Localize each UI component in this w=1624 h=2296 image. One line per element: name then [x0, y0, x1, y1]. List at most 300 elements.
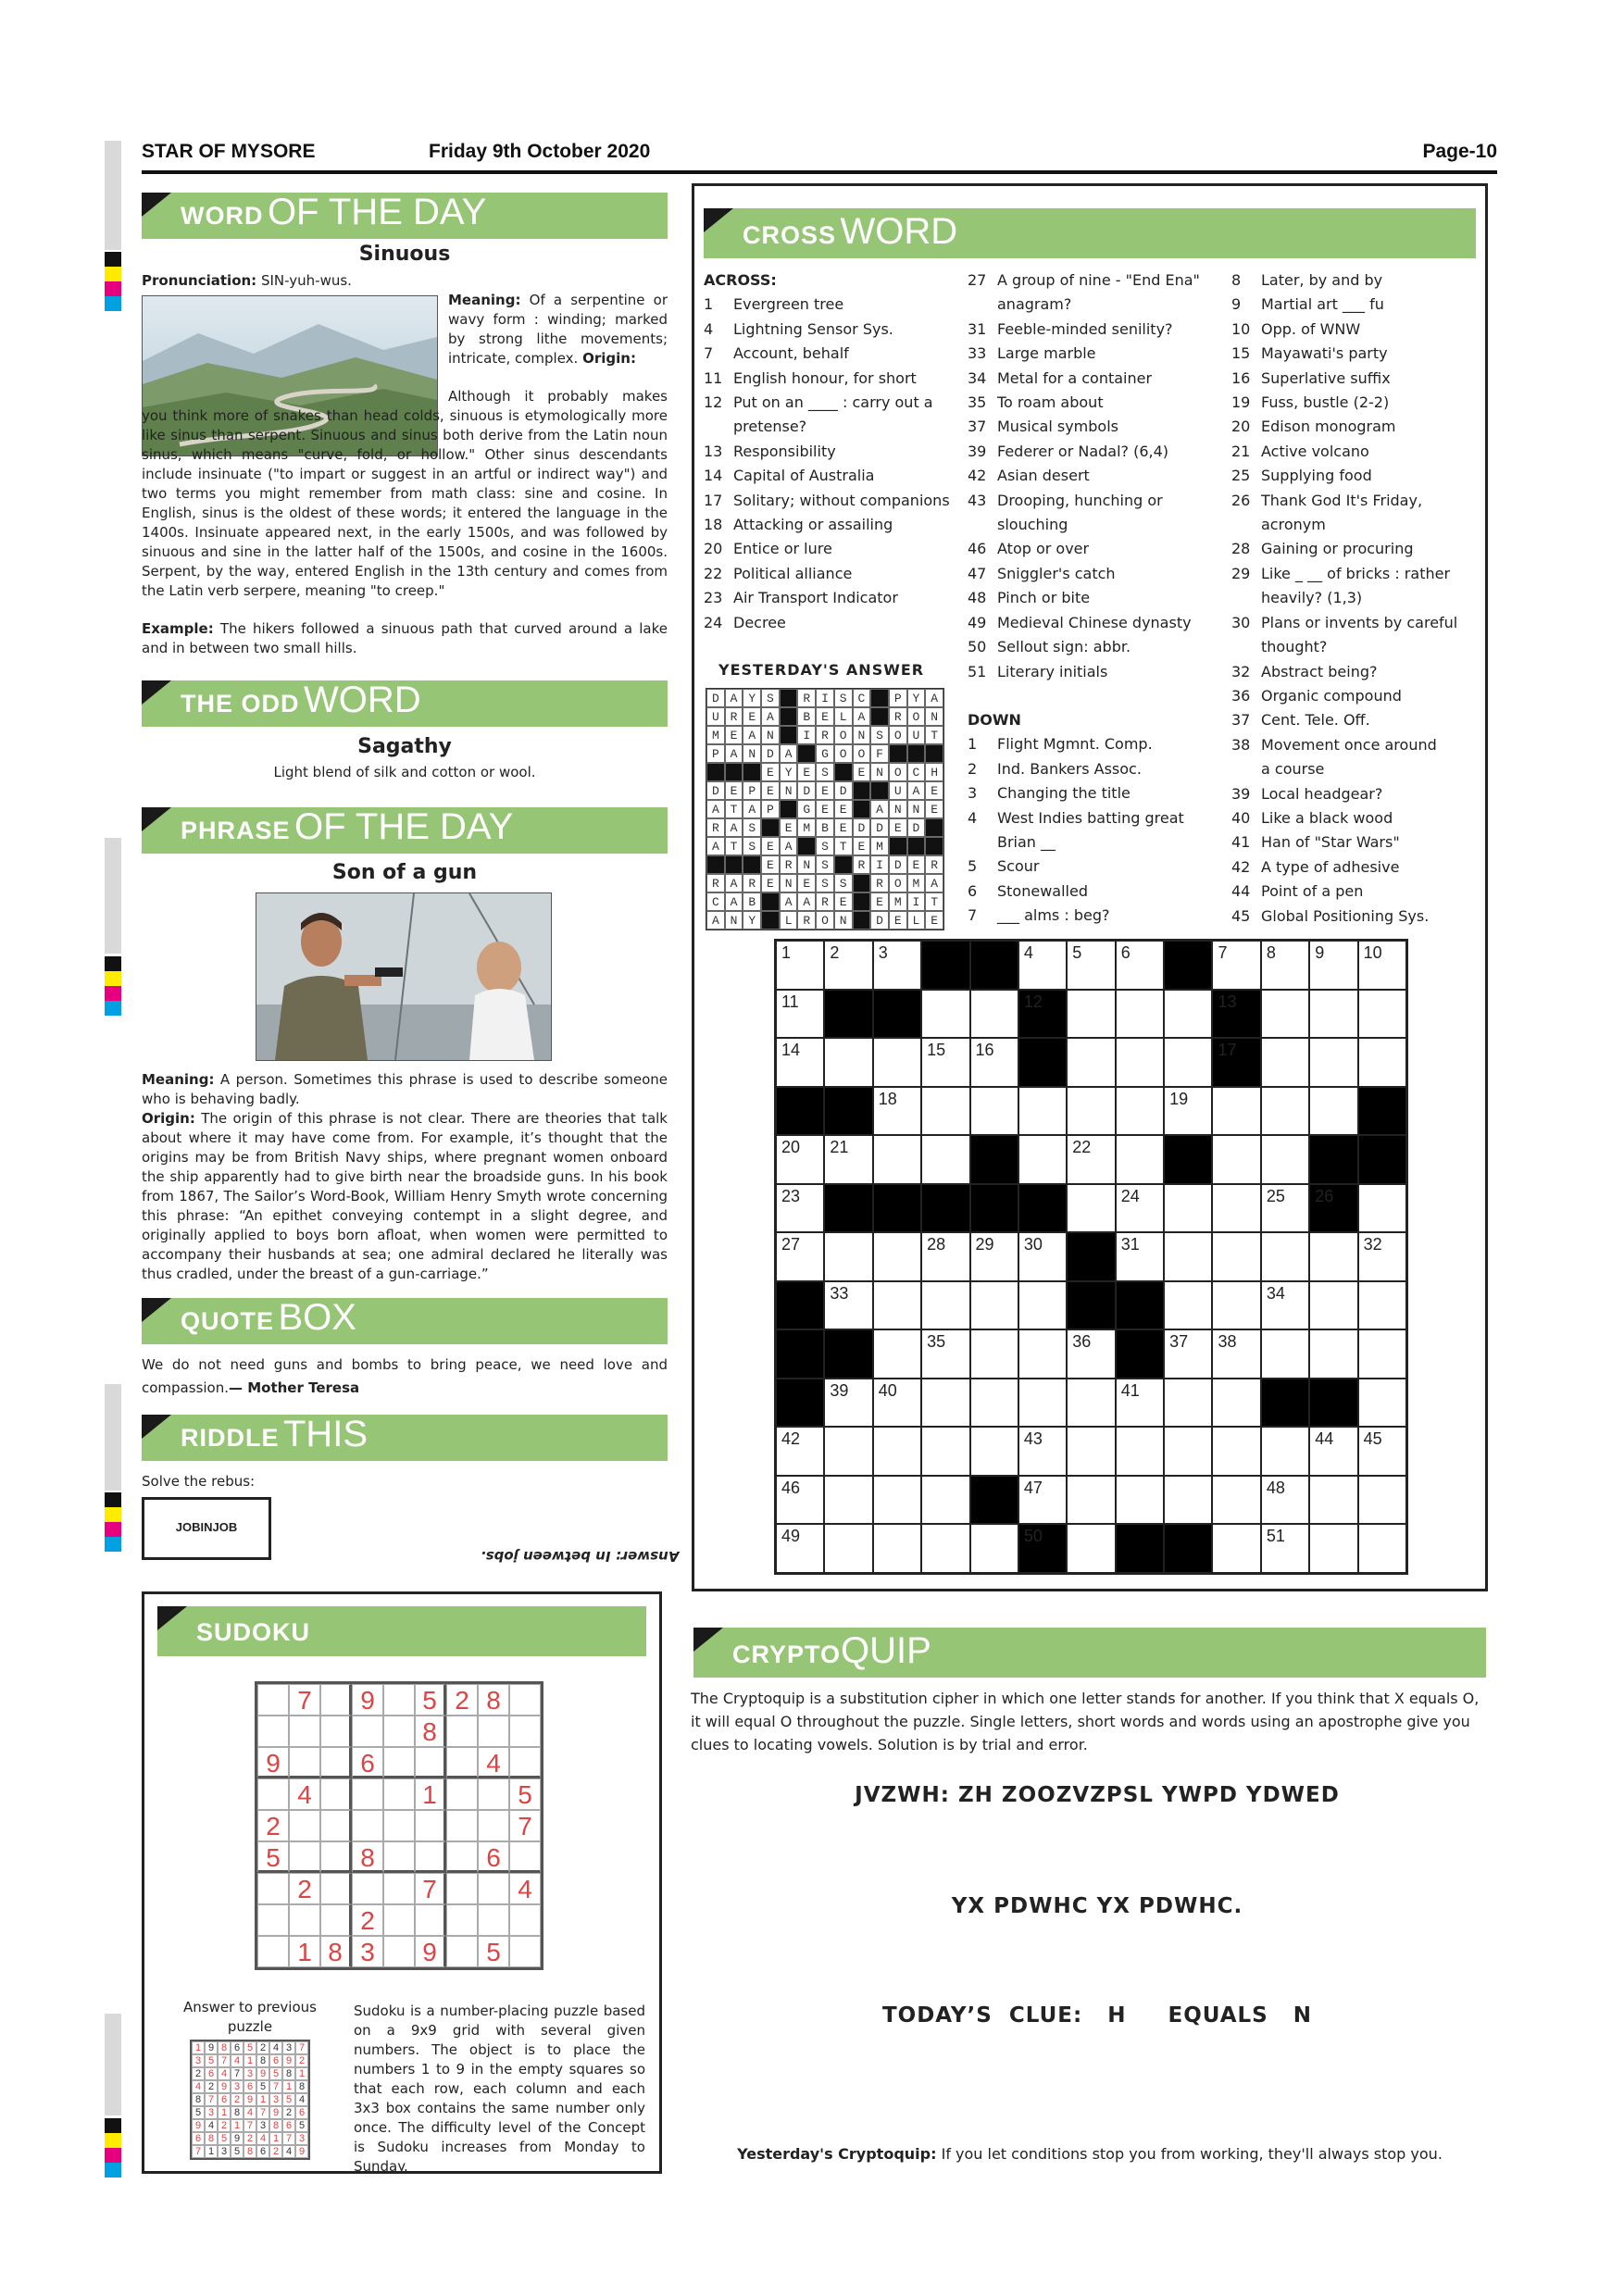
sudoku-cell[interactable]: 4	[478, 1747, 509, 1778]
crossword-cell[interactable]	[970, 1427, 1018, 1476]
crossword-cell[interactable]	[1018, 1476, 1067, 1525]
sudoku-cell[interactable]	[383, 1936, 415, 1967]
clue-row	[968, 904, 1236, 928]
answer-cell: D	[706, 781, 725, 800]
crossword-cell[interactable]	[1212, 1379, 1260, 1428]
sudoku-cell[interactable]	[257, 1778, 289, 1810]
crossword-cell[interactable]	[1067, 1135, 1115, 1184]
crossword-cell[interactable]	[1309, 990, 1357, 1039]
sudoku-cell[interactable]	[257, 1684, 289, 1716]
crossword-cell[interactable]	[970, 1524, 1018, 1573]
sudoku-cell[interactable]	[446, 1716, 478, 1747]
sudoku-cell[interactable]	[320, 1841, 352, 1873]
answer-cell: R	[797, 689, 816, 707]
cell-number: 22	[1072, 1138, 1092, 1157]
crossword-cell[interactable]	[776, 1476, 824, 1525]
crossword-black-cell	[1018, 1184, 1067, 1233]
sudoku-cell[interactable]: 5	[257, 1841, 289, 1873]
clue-number: 37	[968, 418, 987, 436]
crossword-cell[interactable]	[970, 1329, 1018, 1379]
crossword-grid[interactable]	[774, 939, 1408, 1575]
answer-cell: D	[889, 855, 907, 874]
sudoku-cell[interactable]	[509, 1904, 541, 1936]
sudoku-cell[interactable]	[383, 1810, 415, 1841]
clue-number: 30	[1231, 613, 1251, 631]
sudoku-cell[interactable]	[509, 1747, 541, 1778]
answer-cell	[925, 744, 943, 763]
previous-sudoku-cell: 2	[282, 2106, 295, 2119]
crossword-cell[interactable]	[776, 941, 824, 990]
crossword-cell[interactable]	[970, 1232, 1018, 1281]
crossword-cell[interactable]	[1212, 941, 1260, 990]
crossword-cell[interactable]	[1261, 1038, 1309, 1087]
crossword-cell[interactable]	[921, 1476, 969, 1525]
sudoku-cell[interactable]	[446, 1936, 478, 1967]
clue-row	[704, 489, 954, 513]
crossword-cell[interactable]	[921, 1524, 969, 1573]
crossword-cell[interactable]	[1358, 1379, 1406, 1428]
clue-number	[1231, 513, 1261, 537]
cell-number: 19	[1169, 1089, 1189, 1108]
crossword-cell[interactable]	[921, 1135, 969, 1184]
crossword-cell[interactable]	[824, 1232, 872, 1281]
crossword-cell[interactable]	[824, 1427, 872, 1476]
crossword-cell[interactable]	[1018, 1135, 1067, 1184]
clue-number: 35	[968, 393, 987, 412]
crossword-cell[interactable]	[1261, 1476, 1309, 1525]
crossword-cell[interactable]	[921, 1232, 969, 1281]
sudoku-cell[interactable]: 2	[352, 1904, 383, 1936]
clue-row	[968, 830, 1236, 855]
crossword-cell[interactable]	[1358, 1281, 1406, 1330]
crossword-cell[interactable]	[1212, 1281, 1260, 1330]
crossword-cell[interactable]	[1309, 1476, 1357, 1525]
clue-row	[1231, 464, 1491, 488]
crossword-cell[interactable]	[873, 1476, 921, 1525]
clue-number: 26	[1231, 491, 1251, 509]
sudoku-cell[interactable]	[415, 1810, 446, 1841]
crossword-cell[interactable]	[1212, 1087, 1260, 1136]
sudoku-cell[interactable]	[320, 1904, 352, 1936]
clue-number: 38	[1231, 735, 1251, 754]
sudoku-cell[interactable]	[383, 1873, 415, 1904]
clue-text: Account, behalf	[733, 344, 849, 363]
sudoku-cell[interactable]: 2	[446, 1684, 478, 1716]
crossword-cell[interactable]	[1309, 1232, 1357, 1281]
sudoku-cell[interactable]	[383, 1716, 415, 1747]
crossword-cell[interactable]	[1309, 1038, 1357, 1087]
answer-cell	[706, 855, 725, 874]
clue-text: Movement once around	[1261, 735, 1437, 754]
sudoku-cell[interactable]	[509, 1841, 541, 1873]
answer-cell: D	[797, 781, 816, 800]
sudoku-cell[interactable]	[509, 1716, 541, 1747]
crossword-cell[interactable]	[1358, 1184, 1406, 1233]
crossword-cell[interactable]	[1018, 1329, 1067, 1379]
sudoku-cell[interactable]: 6	[478, 1841, 509, 1873]
crossword-cell[interactable]	[1018, 1281, 1067, 1330]
crossword-cell[interactable]	[1164, 1281, 1212, 1330]
sudoku-cell[interactable]: 9	[257, 1747, 289, 1778]
crossword-cell[interactable]	[921, 1087, 969, 1136]
answer-cell	[907, 744, 926, 763]
sudoku-cell[interactable]	[320, 1873, 352, 1904]
crossword-cell[interactable]	[1116, 1427, 1164, 1476]
crossword-cell[interactable]	[1067, 1038, 1115, 1087]
crossword-cell[interactable]	[1309, 1329, 1357, 1379]
sudoku-cell[interactable]	[320, 1810, 352, 1841]
crossword-cell[interactable]	[970, 1087, 1018, 1136]
clue-text: To roam about	[997, 393, 1104, 412]
crossword-cell[interactable]	[1261, 990, 1309, 1039]
crossword-cell[interactable]	[1212, 1232, 1260, 1281]
crossword-cell[interactable]	[824, 1135, 872, 1184]
crossword-cell[interactable]	[1358, 1329, 1406, 1379]
crossword-cell[interactable]	[776, 1135, 824, 1184]
crossword-cell[interactable]	[1018, 1427, 1067, 1476]
word-of-day-word: Sinuous	[358, 243, 451, 266]
crossword-cell[interactable]	[873, 1281, 921, 1330]
sudoku-cell[interactable]	[415, 1841, 446, 1873]
crossword-cell[interactable]	[1067, 1427, 1115, 1476]
crossword-cell[interactable]	[921, 990, 969, 1039]
crossword-cell[interactable]	[1309, 941, 1357, 990]
crossword-cell[interactable]	[1261, 1232, 1309, 1281]
sudoku-cell[interactable]	[446, 1904, 478, 1936]
crossword-cell[interactable]	[776, 1524, 824, 1573]
crossword-cell[interactable]	[1309, 1281, 1357, 1330]
crossword-cell[interactable]	[1116, 1184, 1164, 1233]
sudoku-cell[interactable]: 3	[352, 1936, 383, 1967]
crossword-cell[interactable]	[873, 941, 921, 990]
crossword-cell[interactable]	[1116, 1135, 1164, 1184]
answer-cell: R	[743, 874, 761, 892]
sudoku-cell[interactable]: 8	[320, 1936, 352, 1967]
previous-sudoku-cell: 7	[192, 2145, 205, 2158]
crossword-cell[interactable]	[1116, 1038, 1164, 1087]
answer-cell	[907, 837, 926, 855]
sudoku-cell[interactable]: 8	[415, 1716, 446, 1747]
previous-sudoku-cell: 4	[269, 2041, 282, 2054]
sudoku-cell[interactable]	[446, 1841, 478, 1873]
riddle-banner	[142, 1415, 668, 1461]
sudoku-cell[interactable]	[257, 1904, 289, 1936]
crossword-cell[interactable]	[1018, 941, 1067, 990]
crossword-cell[interactable]	[873, 1135, 921, 1184]
crossword-cell[interactable]	[1261, 1087, 1309, 1136]
crossword-cell[interactable]	[1164, 1184, 1212, 1233]
crossword-cell[interactable]	[1116, 990, 1164, 1039]
clue-row	[1231, 586, 1491, 610]
answer-cell: O	[907, 707, 926, 726]
crossword-cell[interactable]	[1212, 1427, 1260, 1476]
phrase-text: Son of a gun	[331, 861, 478, 884]
crossword-cell[interactable]	[1358, 990, 1406, 1039]
crossword-cell[interactable]	[1067, 1184, 1115, 1233]
crossword-cell[interactable]	[1309, 1087, 1357, 1136]
crossword-cell[interactable]	[970, 990, 1018, 1039]
crossword-black-cell	[970, 1135, 1018, 1184]
crossword-cell[interactable]	[873, 1329, 921, 1379]
crossword-cell[interactable]	[970, 1379, 1018, 1428]
crossword-cell[interactable]	[1067, 1379, 1115, 1428]
crossword-black-cell	[921, 1184, 969, 1233]
previous-sudoku-cell: 3	[269, 2093, 282, 2106]
answer-cell: A	[725, 689, 743, 707]
crossword-cell[interactable]	[1116, 1476, 1164, 1525]
clue-number	[704, 415, 733, 439]
crossword-cell[interactable]	[1164, 1427, 1212, 1476]
crossword-cell[interactable]	[824, 1379, 872, 1428]
crossword-cell[interactable]	[1261, 1184, 1309, 1233]
previous-sudoku-cell: 1	[256, 2093, 269, 2106]
crossword-cell[interactable]	[776, 990, 824, 1039]
sudoku-cell[interactable]: 7	[509, 1810, 541, 1841]
crossword-cell[interactable]	[1358, 1476, 1406, 1525]
crossword-cell[interactable]	[1164, 1038, 1212, 1087]
crossword-cell[interactable]	[1212, 1524, 1260, 1573]
crossword-cell[interactable]	[1358, 941, 1406, 990]
crossword-cell[interactable]	[1067, 1524, 1115, 1573]
crossword-cell[interactable]	[1212, 1184, 1260, 1233]
movie-still-photo	[256, 892, 552, 1061]
sudoku-cell[interactable]	[289, 1810, 320, 1841]
sudoku-cell[interactable]	[352, 1716, 383, 1747]
sudoku-cell[interactable]: 6	[352, 1747, 383, 1778]
clue-number: 6	[968, 881, 978, 900]
sudoku-cell[interactable]: 9	[415, 1936, 446, 1967]
sudoku-cell[interactable]	[352, 1778, 383, 1810]
sudoku-cell[interactable]	[478, 1873, 509, 1904]
answer-cell: T	[925, 892, 943, 911]
crossword-cell[interactable]	[921, 1427, 969, 1476]
crossword-cell[interactable]	[1261, 941, 1309, 990]
crossword-cell[interactable]	[873, 1524, 921, 1573]
sudoku-cell[interactable]	[383, 1747, 415, 1778]
crossword-cell[interactable]	[1358, 1232, 1406, 1281]
answer-cell: A	[743, 800, 761, 818]
crossword-cell[interactable]	[873, 1427, 921, 1476]
answer-cell: Y	[907, 689, 926, 707]
sudoku-cell[interactable]	[257, 1716, 289, 1747]
answer-cell: R	[816, 726, 834, 744]
sudoku-cell[interactable]	[509, 1684, 541, 1716]
sudoku-cell[interactable]: 5	[478, 1936, 509, 1967]
crossword-cell[interactable]	[873, 1379, 921, 1428]
crossword-cell[interactable]	[970, 1281, 1018, 1330]
crossword-cell[interactable]	[873, 1038, 921, 1087]
sudoku-cell[interactable]: 7	[289, 1684, 320, 1716]
sudoku-cell[interactable]: 8	[352, 1841, 383, 1873]
crossword-black-cell	[824, 990, 872, 1039]
sudoku-cell[interactable]	[320, 1778, 352, 1810]
sudoku-cell[interactable]: 1	[289, 1936, 320, 1967]
crossword-cell[interactable]	[1067, 1087, 1115, 1136]
crossword-cell[interactable]	[970, 1038, 1018, 1087]
crossword-cell[interactable]	[1164, 990, 1212, 1039]
crossword-cell[interactable]	[824, 1038, 872, 1087]
clue-number: 44	[1231, 882, 1251, 901]
sudoku-cell[interactable]	[478, 1810, 509, 1841]
sudoku-cell[interactable]	[383, 1904, 415, 1936]
crossword-cell[interactable]	[1261, 1329, 1309, 1379]
crossword-cell[interactable]	[921, 1038, 969, 1087]
answer-cell: R	[706, 818, 725, 837]
clue-text: Put on an ____ : carry out a	[733, 393, 933, 412]
crossword-cell[interactable]	[921, 1281, 969, 1330]
answer-cell	[834, 763, 853, 781]
crossword-cell[interactable]	[873, 1087, 921, 1136]
clue-row	[1231, 268, 1491, 293]
sudoku-cell[interactable]	[320, 1684, 352, 1716]
previous-sudoku-cell: 1	[269, 2132, 282, 2145]
answer-cell: P	[761, 800, 780, 818]
crossword-cell[interactable]	[921, 1379, 969, 1428]
cell-number: 45	[1363, 1429, 1382, 1449]
sudoku-cell[interactable]	[415, 1747, 446, 1778]
clue-row	[968, 391, 1236, 415]
sudoku-cell[interactable]	[383, 1684, 415, 1716]
crossword-cell[interactable]	[824, 1281, 872, 1330]
crossword-cell[interactable]	[1164, 1379, 1212, 1428]
clue-number: 3	[968, 784, 978, 803]
answer-cell	[870, 689, 889, 707]
sudoku-cell[interactable]	[446, 1873, 478, 1904]
sudoku-cell[interactable]	[446, 1810, 478, 1841]
crossword-cell[interactable]	[1164, 1476, 1212, 1525]
crossword-cell[interactable]	[776, 1427, 824, 1476]
sudoku-cell[interactable]: 4	[509, 1873, 541, 1904]
sudoku-cell[interactable]	[509, 1936, 541, 1967]
cell-number: 49	[781, 1527, 801, 1546]
crossword-cell[interactable]	[921, 1329, 969, 1379]
crossword-cell[interactable]	[1212, 1329, 1260, 1379]
cell-number: 28	[927, 1235, 946, 1254]
clue-text: thought?	[1261, 638, 1328, 656]
sudoku-cell[interactable]	[257, 1936, 289, 1967]
crossword-cell[interactable]	[1018, 1379, 1067, 1428]
sudoku-cell[interactable]: 8	[478, 1684, 509, 1716]
sudoku-cell[interactable]	[383, 1778, 415, 1810]
crossword-cell[interactable]	[1358, 1427, 1406, 1476]
sudoku-cell[interactable]	[289, 1841, 320, 1873]
sudoku-cell[interactable]: 7	[415, 1873, 446, 1904]
crossword-cell[interactable]	[1358, 1038, 1406, 1087]
crossword-cell[interactable]	[1116, 1087, 1164, 1136]
crossword-cell[interactable]	[1261, 1281, 1309, 1330]
crossword-cell[interactable]	[1164, 1087, 1212, 1136]
clue-row	[1231, 415, 1491, 439]
crossword-cell[interactable]	[873, 1232, 921, 1281]
sudoku-cell[interactable]: 2	[289, 1873, 320, 1904]
crossword-cell[interactable]	[1164, 1232, 1212, 1281]
banner-bold: SUDOKU	[196, 1618, 311, 1646]
word-of-day-banner	[142, 193, 668, 239]
yesterdays-answer-grid	[706, 688, 944, 930]
sudoku-cell[interactable]	[257, 1873, 289, 1904]
odd-word-banner	[142, 680, 668, 727]
crossword-cell[interactable]	[1067, 1476, 1115, 1525]
cell-number: 4	[1023, 943, 1033, 962]
clue-number: 42	[968, 467, 987, 485]
crossword-cell[interactable]	[1212, 1135, 1260, 1184]
previous-sudoku-cell: 9	[205, 2041, 218, 2054]
crossword-cell[interactable]	[1309, 1427, 1357, 1476]
clue-row	[704, 586, 954, 610]
crossword-cell[interactable]	[1261, 1135, 1309, 1184]
crossword-cell[interactable]	[1358, 1524, 1406, 1573]
crossword-cell[interactable]	[1164, 1329, 1212, 1379]
sudoku-cell[interactable]	[415, 1904, 446, 1936]
sudoku-cell[interactable]	[352, 1873, 383, 1904]
crossword-cell[interactable]	[1116, 1232, 1164, 1281]
clue-number: 37	[1231, 711, 1251, 730]
crossword-black-cell	[1164, 941, 1212, 990]
crossword-cell[interactable]	[824, 1524, 872, 1573]
answer-cell: D	[853, 818, 871, 837]
sudoku-cell[interactable]	[383, 1841, 415, 1873]
crossword-cell[interactable]	[824, 941, 872, 990]
clue-text: Literary initials	[997, 662, 1108, 680]
sudoku-cell[interactable]	[478, 1904, 509, 1936]
sudoku-cell[interactable]	[289, 1747, 320, 1778]
clue-row	[968, 757, 1236, 781]
banner-bold: WORD	[181, 202, 264, 230]
clue-row	[704, 611, 954, 635]
answer-cell: E	[725, 781, 743, 800]
sudoku-cell[interactable]	[352, 1810, 383, 1841]
crossword-cell[interactable]	[776, 1232, 824, 1281]
crossword-cell[interactable]	[1067, 990, 1115, 1039]
sudoku-cell[interactable]: 5	[509, 1778, 541, 1810]
sudoku-grid[interactable]	[255, 1681, 543, 1970]
sudoku-cell[interactable]	[320, 1747, 352, 1778]
previous-sudoku-cell: 2	[192, 2067, 205, 2080]
crossword-cell[interactable]	[1261, 1524, 1309, 1573]
sudoku-cell[interactable]	[478, 1778, 509, 1810]
clue-number	[1231, 586, 1261, 610]
sudoku-cell[interactable]: 2	[257, 1810, 289, 1841]
sudoku-cell[interactable]	[320, 1716, 352, 1747]
sudoku-cell[interactable]: 1	[415, 1778, 446, 1810]
sudoku-cell[interactable]	[289, 1904, 320, 1936]
crossword-cell[interactable]	[1116, 941, 1164, 990]
clue-row	[704, 464, 954, 488]
crossword-cell[interactable]	[1309, 1524, 1357, 1573]
sudoku-cell[interactable]	[478, 1716, 509, 1747]
crossword-cell[interactable]	[1116, 1379, 1164, 1428]
clue-text: Sellout sign: abbr.	[997, 638, 1131, 656]
sudoku-cell[interactable]	[289, 1716, 320, 1747]
crossword-cell[interactable]	[1067, 941, 1115, 990]
crossword-cell[interactable]	[1261, 1427, 1309, 1476]
previous-sudoku-cell: 3	[231, 2080, 244, 2093]
sudoku-cell[interactable]	[446, 1747, 478, 1778]
crossword-cell[interactable]	[824, 1476, 872, 1525]
crossword-cell[interactable]	[776, 1184, 824, 1233]
crossword-cell[interactable]	[776, 1038, 824, 1087]
clue-row	[1231, 318, 1491, 342]
crossword-cell[interactable]	[1067, 1329, 1115, 1379]
crossword-cell[interactable]	[1018, 1232, 1067, 1281]
sudoku-cell[interactable]: 4	[289, 1778, 320, 1810]
crossword-cell[interactable]	[1018, 1087, 1067, 1136]
sudoku-cell[interactable]: 9	[352, 1684, 383, 1716]
crossword-cell[interactable]	[1212, 1476, 1260, 1525]
sudoku-cell[interactable]	[446, 1778, 478, 1810]
sudoku-cell[interactable]: 5	[415, 1684, 446, 1716]
previous-sudoku-cell: 9	[192, 2119, 205, 2132]
